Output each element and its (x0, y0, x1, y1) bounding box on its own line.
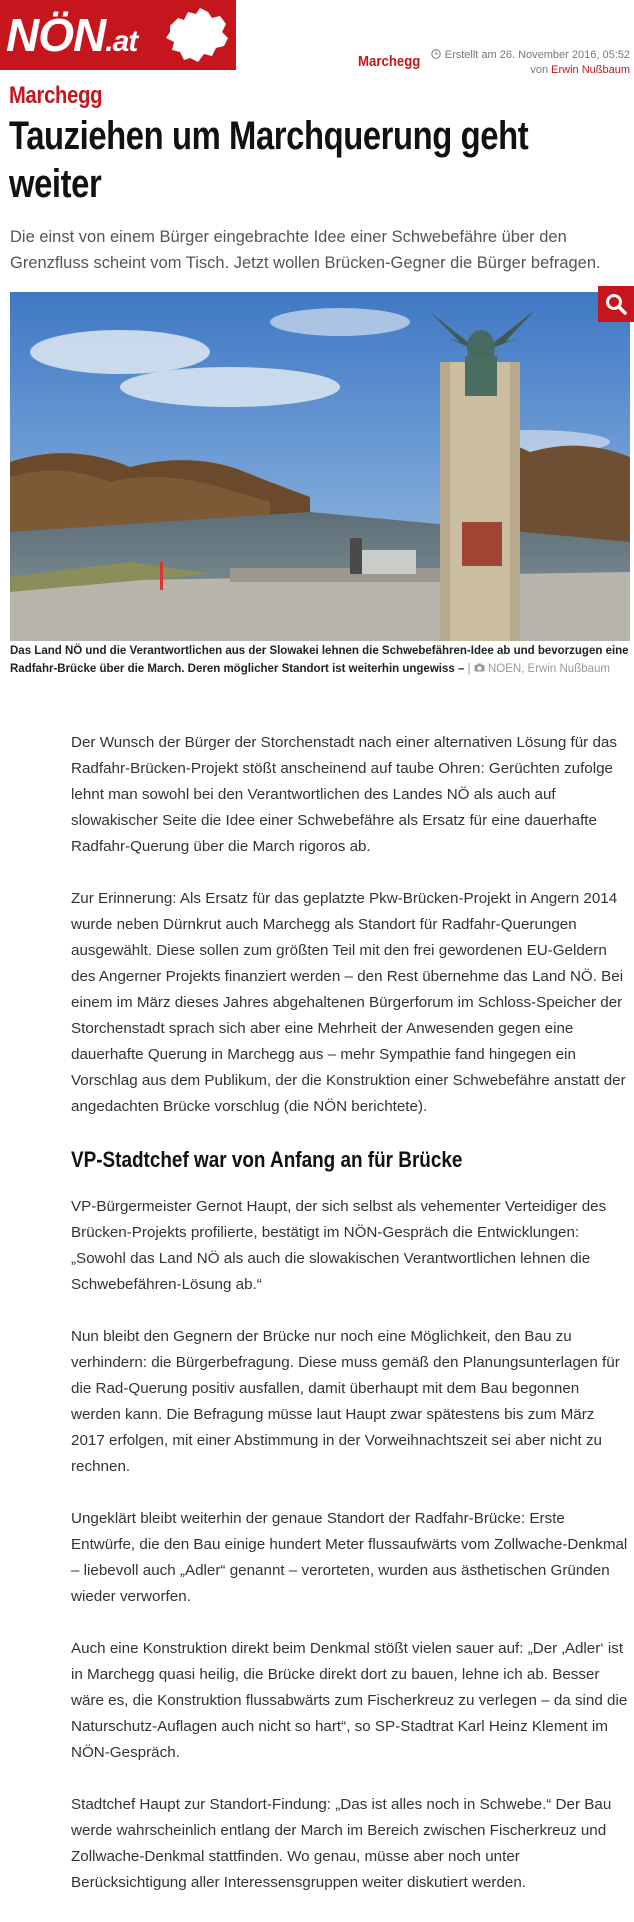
article-body (71, 730, 631, 1922)
paragraph: Ungeklärt bleibt weiterhin der genaue Standort der Radfahr-Brücke: Erste Entwürfe, die den Bau einige hundert Meter flussaufwärts vom Zollwache-Denkmal – liebevoll auch „Adler“ genannt – verorteten, wurden aus ästhetischen Gründen wieder verworfen. (71, 1510, 628, 1605)
section-heading: VP-Stadtchef war von Anfang an für Brücke (71, 1147, 463, 1172)
created-date: Erstellt am 26. November 2016, 05:52 (431, 48, 630, 63)
article-photo[interactable] (10, 292, 630, 641)
search-icon (605, 293, 627, 315)
camera-icon (474, 663, 485, 672)
photo-caption: Das Land NÖ und die Verantwortlichen aus der Slowakei lehnen die Schwebefähren-Idee ab und bevorzugen eine Radfahr-Brücke über die March. Deren möglicher Standort ist weiterhin ungewiss – | NOEN, Erwin Nußbaum (10, 645, 629, 675)
article-lead: Die einst von einem Bürger eingebrachte Idee einer Schwebefähre über den Grenzfluss scheint vom Tisch. Jetzt wollen Brücken-Gegner die Bürger befragen. (10, 228, 601, 272)
paragraph: Stadtchef Haupt zur Standort-Findung: „Das ist alles noch in Schwebe.“ Der Bau werde wahrscheinlich entlang der March im Bereich zwischen Fischerkreuz und Zollwache-Denkmal stattfinden. Wo genau, müsse aber noch unter Berücksichtigung aller Interessensgruppen weiter diskutiert werden. (71, 1796, 612, 1891)
clock-icon (431, 49, 441, 59)
paragraph: Zur Erinnerung: Als Ersatz für das geplatzte Pkw-Brücken-Projekt in Angern 2014 wurde neben Dürnkrut auch Marchegg als Standort für Radfahr-Querungen ausgewählt. Diese sollen zum größten Teil mit den frei gewordenen EU-Geldern des Angerner Projekts finanziert werden – den Rest übernehme das Land NÖ. Bei einem im März dieses Jahres abgehaltenen Bürgerforum im Schloss-Speicher der Storchenstadt sprach sich aber eine Mehrheit der Anwesenden gegen eine dauerhafte Querung in Marchegg aus – mehr Sympathie fand hingegen ein Vorschlag aus dem Publikum, der die Konstruktion einer Schwebefähre anstatt der angedachten Brücke vorschlug (die NÖN berichtete). (71, 890, 626, 1115)
author-line: von Erwin Nußbaum (530, 64, 630, 76)
article-kicker: Marchegg (9, 82, 103, 109)
author-link[interactable]: Erwin Nußbaum (551, 64, 630, 76)
paragraph: Nun bleibt den Gegnern der Brücke nur noch eine Möglichkeit, den Bau zu verhindern: die Bürgerbefragung. Diese muss gemäß den Planungsunterlagen für die Rad-Querung positiv ausfallen, damit überhaupt mit dem Bau begonnen werden kann. Die Befragung müsse laut Haupt zwar spätestens bis zum März 2017 erfolgen, mit einer Abstimmung in der Vorweihnachtszeit sei aber nicht zu rechnen. (71, 1328, 620, 1475)
article-meta (431, 48, 630, 78)
logo-wordmark: NÖN.at (6, 9, 138, 61)
page-title: Tauziehen um Marchquerung geht weiter (9, 114, 529, 206)
lower-austria-map-icon (160, 4, 232, 66)
paragraph: Auch eine Konstruktion direkt beim Denkmal stößt vielen sauer auf: „Der ‚Adler‘ ist in Marchegg quasi heilig, die Brücke direkt dort zu bauen, lehne ich ab. Besser wäre es, die Konstruktion flussabwärts zum Fischerkreuz zu verlegen – da sind die Naturschutz-Auflagen auch nicht so hart“, so SP-Stadtrat Karl Heinz Klement im NÖN-Gespräch. (71, 1640, 628, 1761)
meta-location[interactable]: Marchegg (358, 53, 421, 70)
paragraph: VP-Bürgermeister Gernot Haupt, der sich selbst als vehementer Verteidiger des Brücken-Projekts profilierte, bestätigt im NÖN-Gespräch die Entwicklungen: „Sowohl das Land NÖ als auch die slowakischen Verantwortlichen lehnen die Schwebefähren-Lösung ab.“ (71, 1198, 607, 1293)
photo-credit: NOEN, Erwin Nußbaum (487, 663, 610, 675)
site-logo[interactable] (0, 0, 236, 70)
photo-illustration (10, 292, 630, 641)
paragraph: Der Wunsch der Bürger der Storchenstadt nach einer alternativen Lösung für das Radfahr-Brücken-Projekt stößt anscheinend auf taube Ohren: Gerüchten zufolge lehnt man sowohl bei den Verantwortlichen des Landes NÖ als auch auf slowakischer Seite die Idee einer Schwebefähre als Ersatz für eine dauerhafte Radfahr-Querung über die March rigoros ab. (71, 734, 617, 855)
zoom-button[interactable] (598, 286, 634, 322)
